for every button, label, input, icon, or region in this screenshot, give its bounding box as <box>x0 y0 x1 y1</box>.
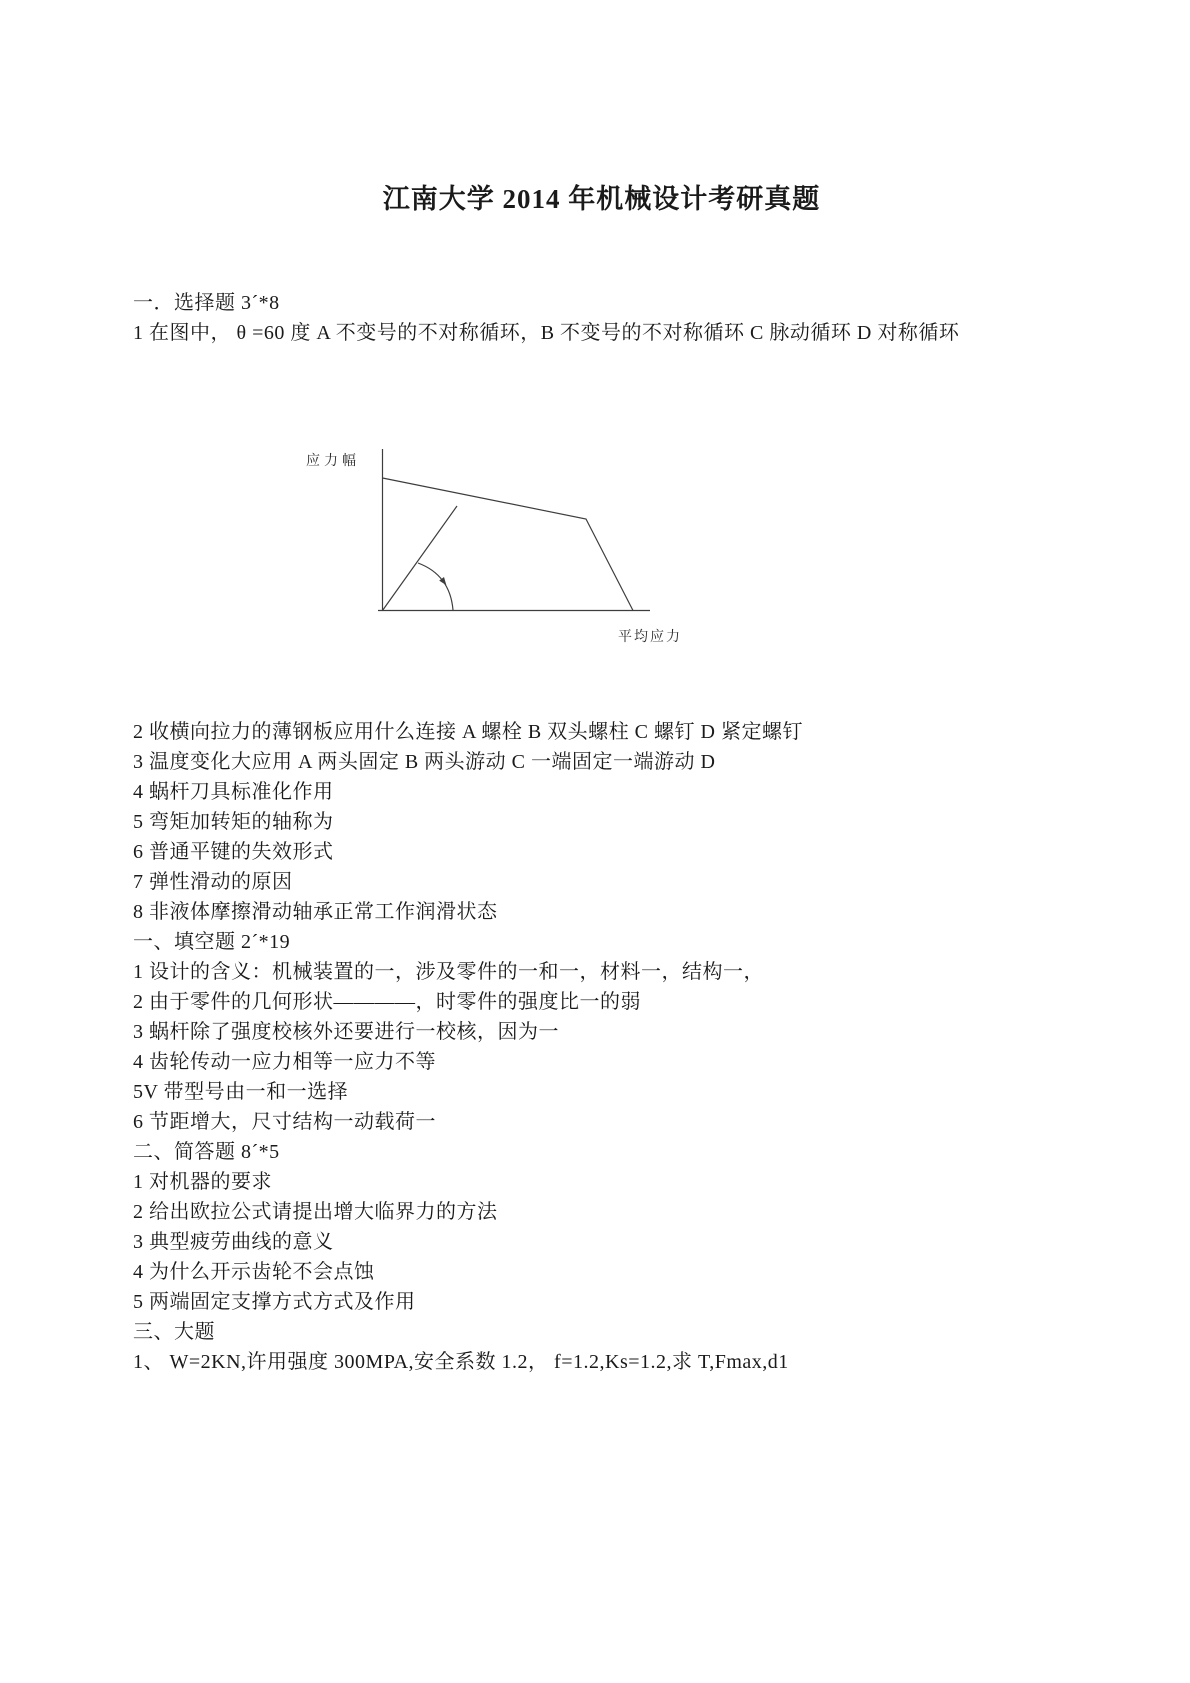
choice-question-2: 2 收横向拉力的薄钢板应用什么连接 A 螺栓 B 双头螺柱 C 螺钉 D 紧定螺钉 <box>133 721 803 743</box>
fill-in-question-2: 2 由于零件的几何形状————，时零件的强度比一的弱 <box>133 991 641 1013</box>
short-answer-question-2: 2 给出欧拉公式请提出增大临界力的方法 <box>133 1201 498 1223</box>
short-answer-question-3: 3 典型疲劳曲线的意义 <box>133 1231 334 1253</box>
choice-section-header: 一．选择题 3´*8 <box>133 292 280 314</box>
choice-question-4: 4 蜗杆刀具标准化作用 <box>133 781 334 803</box>
fill-in-question-4: 4 齿轮传动一应力相等一应力不等 <box>133 1051 436 1073</box>
big-question-1: 1、 W=2KN,许用强度 300MPA,安全系数 1.2， f=1.2,Ks=1.2,求 T,Fmax,d1 <box>133 1351 789 1373</box>
short-answer-question-5: 5 两端固定支撑方式方式及作用 <box>133 1291 416 1313</box>
short-answer-section-header: 二、简答题 8´*5 <box>133 1141 280 1163</box>
page-title: 江南大学 2014 年机械设计考研真题 <box>382 184 821 214</box>
fill-in-question-6: 6 节距增大，尺寸结构一动载荷一 <box>133 1111 436 1133</box>
choice-question-1: 1 在图中， θ =60 度 A 不变号的不对称循环，B 不变号的不对称循环 C 脉动循环 D 对称循环 <box>133 322 960 344</box>
fill-in-question-3: 3 蜗杆除了强度校核外还要进行一校核，因为一 <box>133 1021 559 1043</box>
fill-in-section-header: 一、填空题 2´*19 <box>133 931 291 953</box>
limit-curve <box>383 478 634 611</box>
stress-cycle-diagram <box>300 440 700 650</box>
choice-question-7: 7 弹性滑动的原因 <box>133 871 293 893</box>
big-question-section-header: 三、大题 <box>133 1321 215 1343</box>
short-answer-question-1: 1 对机器的要求 <box>133 1171 272 1193</box>
choice-question-8: 8 非液体摩擦滑动轴承正常工作润滑状态 <box>133 901 498 923</box>
choice-question-5: 5 弯矩加转矩的轴称为 <box>133 811 334 833</box>
x-axis-label: 平均应力 <box>618 630 682 645</box>
choice-question-6: 6 普通平键的失效形式 <box>133 841 334 863</box>
fill-in-question-1: 1 设计的含义：机械装置的一，涉及零件的一和一，材料一，结构一， <box>133 961 764 983</box>
angle-arc <box>418 563 453 610</box>
question-list <box>133 717 1070 1377</box>
stress-diagram-svg <box>300 440 700 650</box>
load-line <box>383 506 458 611</box>
choice-section <box>133 288 1070 348</box>
fill-in-question-5: 5V 带型号由一和一选择 <box>133 1081 349 1103</box>
y-axis-label: 应力幅 <box>306 454 360 469</box>
short-answer-question-4: 4 为什么开示齿轮不会点蚀 <box>133 1261 375 1283</box>
choice-question-3: 3 温度变化大应用 A 两头固定 B 两头游动 C 一端固定一端游动 D <box>133 751 716 773</box>
